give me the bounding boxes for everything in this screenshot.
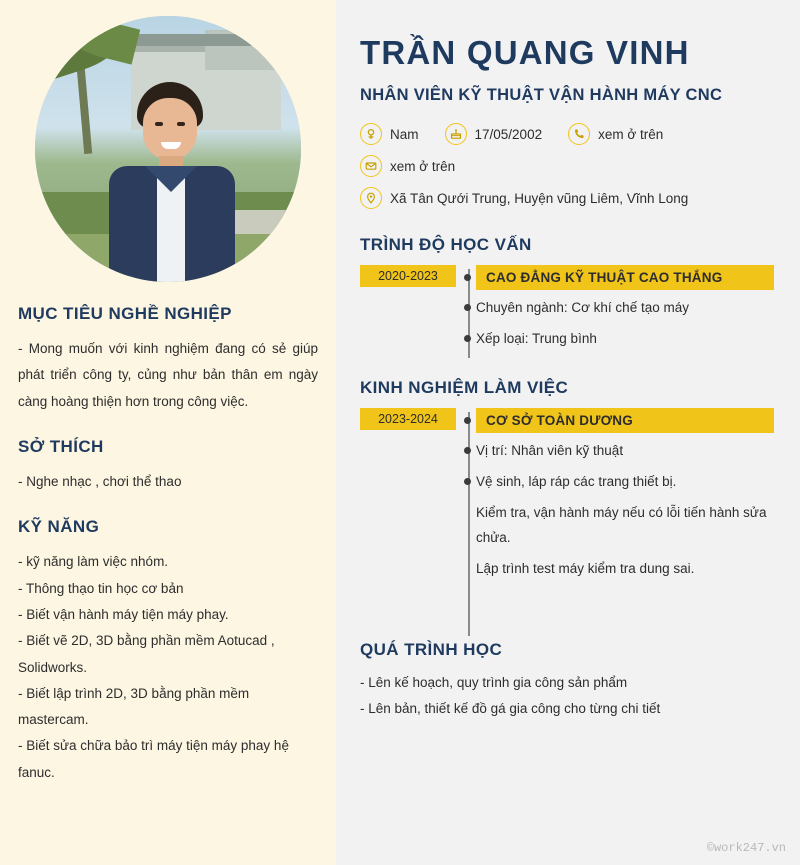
contact-phone[interactable] bbox=[568, 123, 663, 145]
photo-eye-left bbox=[155, 122, 163, 126]
contact-info bbox=[360, 123, 774, 209]
envelope-icon bbox=[360, 155, 382, 177]
contact-address-value: Xã Tân Qưới Trung, Huyện vũng Liêm, Vĩnh Long bbox=[390, 190, 689, 206]
experience-detail-text: Vị trí: Nhân viên kỹ thuật bbox=[476, 442, 624, 458]
contact-address bbox=[360, 187, 688, 209]
list-item: - Lên kế hoạch, quy trình gia công sản phẩm bbox=[360, 674, 628, 690]
experience-detail bbox=[476, 557, 774, 582]
gender-icon bbox=[360, 123, 382, 145]
section-title-hobbies: SỞ THÍCH bbox=[18, 436, 104, 456]
contact-gender-value: Nam bbox=[390, 126, 419, 142]
experience-detail-text: Kiểm tra, vận hành máy nếu có lỗi tiến hành sửa chửa. bbox=[476, 504, 767, 545]
experience-detail-text: Vệ sinh, láp ráp các trang thiết bị. bbox=[476, 473, 677, 489]
timeline-dot bbox=[464, 417, 471, 424]
contact-row-3 bbox=[360, 187, 774, 209]
section-title-objective: MỤC TIÊU NGHỀ NGHIỆP bbox=[18, 304, 232, 323]
phone-icon bbox=[568, 123, 590, 145]
experience-detail bbox=[476, 439, 774, 464]
section-title-education: TRÌNH ĐỘ HỌC VẤN bbox=[360, 235, 532, 254]
location-pin-icon bbox=[360, 187, 382, 209]
section-title-projects: QUÁ TRÌNH HỌC bbox=[360, 639, 503, 659]
education-detail-text: Chuyên ngành: Cơ khí chế tạo máy bbox=[476, 300, 689, 315]
objective-text: - Mong muốn với kinh nghiệm đang có sẻ giúp phát triển công ty, củng như bản thân em ngày càng hoàng thiện hơn trong công việc. bbox=[18, 341, 318, 409]
education-timeline bbox=[360, 265, 774, 352]
watermark: ©work247.vn bbox=[706, 841, 786, 855]
list-item: - Lên bản, thiết kế đồ gá gia công cho từng chi tiết bbox=[360, 701, 661, 717]
list-item: - Biết sửa chữa bảo trì máy tiện máy phay hệ fanuc. bbox=[18, 738, 289, 780]
list-item: - Nghe nhạc , chơi thể thao bbox=[18, 473, 182, 489]
list-item: - Biết vẽ 2D, 3D bằng phần mềm Aotucad , Solidworks. bbox=[18, 633, 275, 675]
photo-person bbox=[93, 82, 243, 282]
right-column bbox=[336, 0, 800, 865]
photo-face bbox=[143, 98, 197, 160]
education-entry bbox=[378, 265, 774, 290]
education-school: CAO ĐẲNG KỸ THUẬT CAO THẮNG bbox=[476, 265, 774, 290]
contact-phone-value: xem ở trên bbox=[598, 126, 664, 142]
job-title: NHÂN VIÊN KỸ THUẬT VẬN HÀNH MÁY CNC bbox=[360, 86, 723, 104]
contact-birthday-value: 17/05/2002 bbox=[474, 126, 543, 142]
section-title-experience: KINH NGHIỆM LÀM VIỆC bbox=[360, 377, 569, 397]
education-detail bbox=[476, 296, 774, 321]
experience-detail bbox=[476, 501, 774, 551]
timeline-line-education bbox=[468, 269, 470, 358]
list-item: - kỹ năng làm việc nhóm. bbox=[18, 554, 169, 570]
education-period: 2020-2023 bbox=[360, 265, 456, 287]
section-title-skills: KỸ NĂNG bbox=[18, 517, 100, 537]
photo-eye-right bbox=[177, 122, 185, 126]
projects-list bbox=[360, 670, 774, 723]
timeline-dot bbox=[464, 274, 471, 281]
hobbies-list bbox=[18, 469, 318, 495]
timeline-dot bbox=[464, 478, 471, 485]
experience-detail-text: Lập trình test máy kiểm tra dung sai. bbox=[476, 560, 695, 576]
page-title: TRẦN QUANG VINH bbox=[360, 34, 690, 71]
timeline-dot bbox=[464, 447, 471, 454]
timeline-dot bbox=[464, 304, 471, 311]
contact-email[interactable] bbox=[360, 155, 455, 177]
experience-company: CƠ SỞ TOÀN DƯƠNG bbox=[476, 408, 774, 433]
contact-row-2 bbox=[360, 155, 774, 177]
photo-jacket-left bbox=[109, 166, 157, 282]
list-item: - Biết vận hành máy tiện máy phay. bbox=[18, 606, 229, 622]
avatar bbox=[35, 16, 301, 282]
contact-gender bbox=[360, 123, 419, 145]
education-detail bbox=[476, 327, 774, 352]
education-detail-text: Xếp loại: Trung bình bbox=[476, 330, 597, 346]
timeline-line-experience bbox=[468, 412, 470, 636]
contact-email-value: xem ở trên bbox=[390, 158, 456, 174]
contact-birthday bbox=[445, 123, 543, 145]
timeline-dot bbox=[464, 335, 471, 342]
photo-roof bbox=[123, 34, 291, 46]
left-column bbox=[0, 0, 336, 865]
birthday-cake-icon bbox=[445, 123, 467, 145]
list-item: - Thông thạo tin học cơ bản bbox=[18, 580, 184, 596]
experience-period: 2023-2024 bbox=[360, 408, 456, 430]
experience-timeline bbox=[360, 408, 774, 582]
photo-jacket-right bbox=[185, 166, 235, 282]
skills-list bbox=[18, 549, 318, 786]
list-item: - Biết lập trình 2D, 3D bằng phần mềm mastercam. bbox=[18, 685, 250, 728]
experience-entry bbox=[378, 408, 774, 433]
contact-row-1 bbox=[360, 123, 774, 145]
experience-detail bbox=[476, 470, 774, 495]
